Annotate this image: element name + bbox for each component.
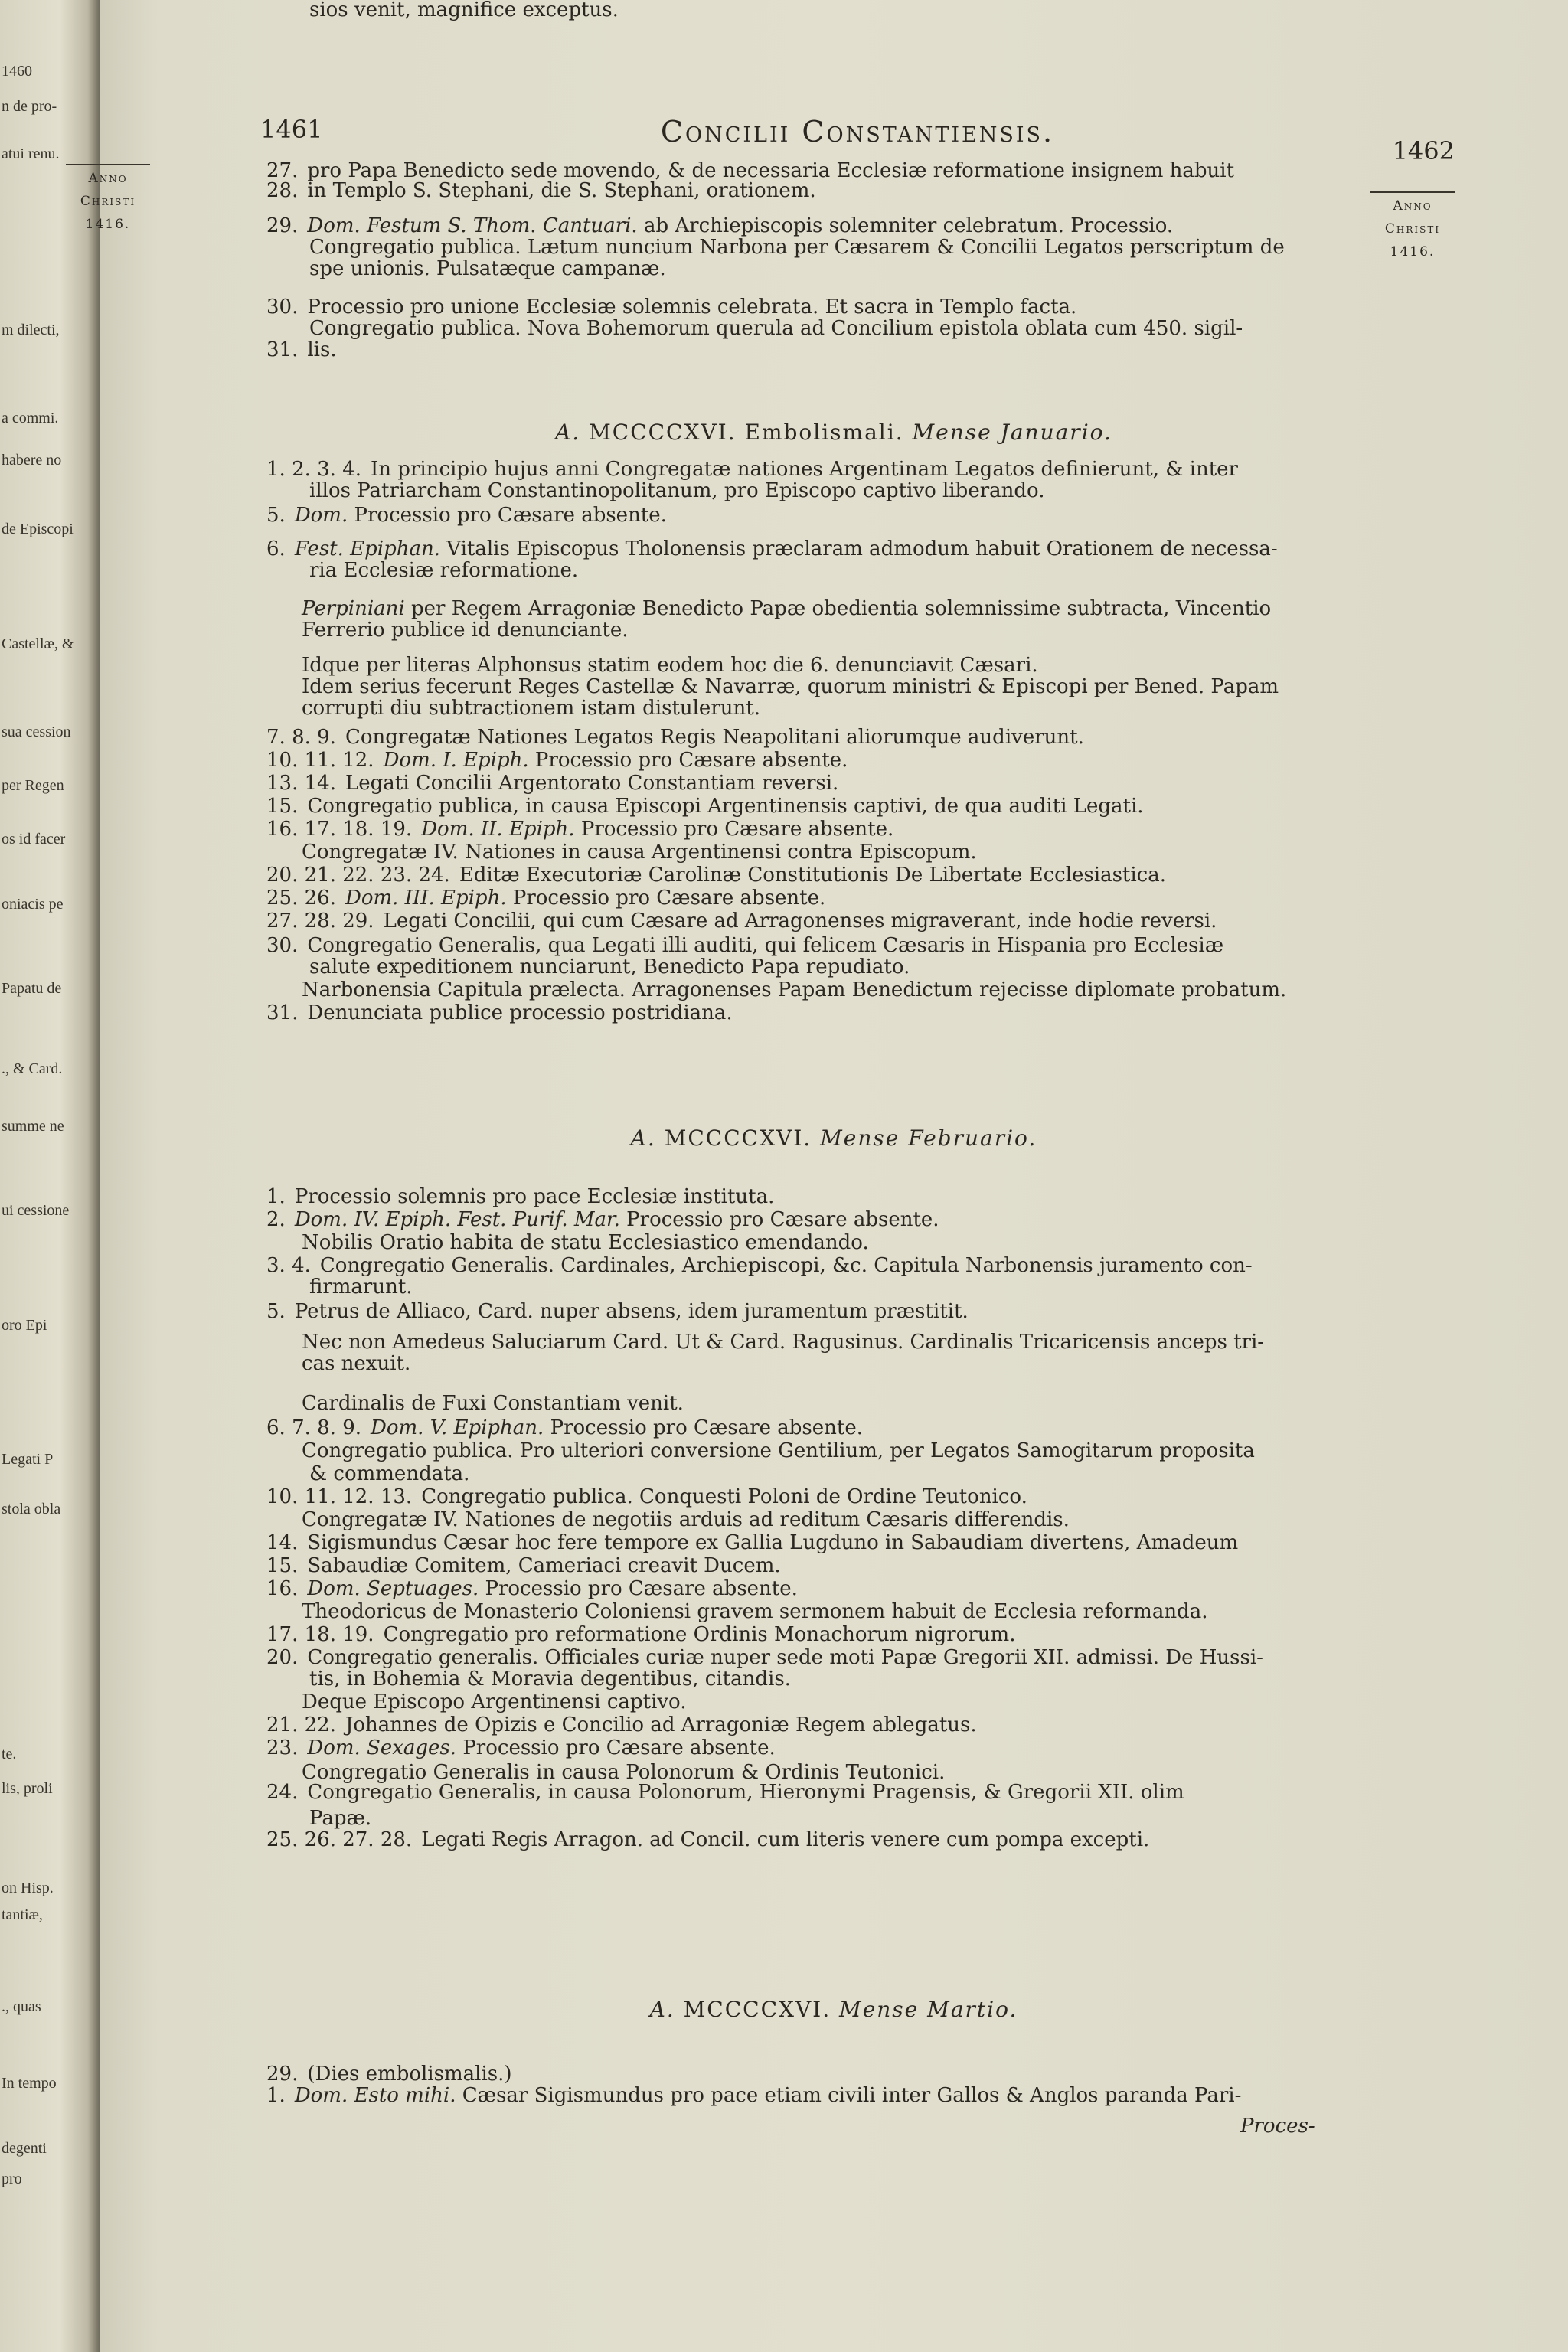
entry-line [266, 1210, 1354, 1230]
facing-fragment: Legati P [2, 1451, 54, 1468]
entry-text: Sabaudiæ Comitem, Cameriaci creavit Ducem. [307, 1554, 781, 1577]
facing-fragment: Papatu de [2, 980, 62, 997]
entry-date-number: 25. 26. [266, 887, 336, 910]
margin-rule [66, 164, 150, 165]
entry-date-number: 13. 14. [266, 772, 336, 795]
entry-text: Papæ. [309, 1807, 372, 1830]
entry-line [266, 1354, 1389, 1374]
page-number-right: 1462 [1392, 136, 1455, 165]
entry-line [266, 1393, 1389, 1414]
entry-text: Idque per literas Alphonsus statim eodem hoc die 6. denunciavit Cæsari. [302, 654, 1038, 677]
entry-date-number: 29. [266, 214, 299, 237]
entry-line [266, 1648, 1354, 1668]
entry-text: Congregatio publica. Lætum nuncium Narbona per Cæsarem & Concilii Legatos perscriptum de [309, 236, 1285, 259]
entry-text: Legati Concilii Argentorato Constantiam reversi. [345, 772, 839, 795]
entry-text: Legati Regis Arragon. ad Concil. cum literis venere cum pompa excepti. [421, 1828, 1150, 1851]
entry-line [266, 1332, 1389, 1353]
entry-line [266, 481, 1396, 501]
entry-text: Processio pro Cæsare absente. [354, 504, 667, 527]
entry-text: spe unionis. Pulsatæque campanæ. [309, 257, 666, 280]
entry-line [266, 2086, 1354, 2106]
entry-date-number: 7. 8. 9. [266, 726, 336, 749]
entry-feast-day: Dom. III. Epiph. [345, 887, 507, 910]
entry-line [266, 1233, 1389, 1253]
facing-fragment: In tempo [2, 2075, 57, 2092]
entry-date-number: 21. 22. [266, 1713, 336, 1736]
section-month: Mense Martio. [839, 1997, 1018, 2022]
entry-line [266, 750, 1354, 771]
facing-fragment: oniacis pe [2, 896, 64, 913]
entry-text: Nec non Amedeus Saluciarum Card. Ut & Card. Ragusinus. Cardinalis Tricaricensis anceps tri- [302, 1331, 1265, 1354]
running-title: Concilii Constantiensis. [660, 115, 1055, 149]
entry-date-number: 1. [266, 1185, 286, 1208]
entry-date-number: 23. [266, 1736, 299, 1759]
entry-line [266, 181, 1354, 201]
entry-text: Cæsar Sigismundus pro pace etiam civili inter Gallos & Anglos paranda Pari- [462, 2084, 1242, 2107]
entry-text: Denunciata publice processio postridiana. [307, 1001, 733, 1024]
entry-line [266, 560, 1396, 581]
entry-line [266, 1187, 1354, 1207]
entry-text: Congregatio publica. Nova Bohemorum querula ad Concilium epistola oblata cum 450. sigil- [309, 317, 1243, 340]
entry-date-number: 10. 11. 12. [266, 749, 374, 772]
entry-text: Editæ Executoriæ Carolinæ Constitutionis De Libertate Ecclesiastica. [459, 864, 1167, 887]
entry-text: Congregatio publica, in causa Episcopi Argentinensis captivi, de qua auditi Legati. [307, 795, 1144, 818]
entry-line [266, 1277, 1396, 1298]
entry-text: Deque Episcopo Argentinensi captivo. [302, 1690, 687, 1713]
facing-fragment: atui renu. [2, 145, 60, 162]
entry-date-number: 16. [266, 1577, 299, 1600]
facing-fragment: n de pro- [2, 98, 57, 115]
entry-text: Congregatæ Nationes Legatos Regis Neapolitani aliorumque audiverunt. [345, 726, 1084, 749]
facing-fragment: tantiæ, [2, 1906, 43, 1923]
entry-text: salute expeditionem nunciarunt, Benedicto Papa repudiato. [309, 956, 910, 978]
entry-line [266, 1625, 1354, 1645]
entry-line [266, 698, 1389, 719]
entry-feast-day: Dom. Septuages. [307, 1577, 479, 1600]
entry-line [266, 1782, 1354, 1803]
entry-line [266, 1669, 1396, 1690]
entry-line [266, 1464, 1396, 1485]
entry-date-number: 1. 2. 3. 4. [266, 458, 362, 481]
entry-line [266, 1510, 1389, 1530]
entry-date-number: 5. [266, 504, 286, 527]
entry-date-number: 20. [266, 1646, 299, 1669]
entry-feast-day: Fest. Epiphan. [294, 537, 440, 560]
entry-line [266, 2064, 1354, 2085]
entry-date-number: 16. 17. 18. 19. [266, 818, 413, 841]
facing-fragment: 1460 [2, 63, 32, 80]
entry-line [266, 1556, 1354, 1576]
margin-christi: Christi [80, 194, 136, 209]
entry-text: Petrus de Alliaco, Card. nuper absens, idem juramentum præstitit. [294, 1300, 969, 1323]
entry-line [266, 318, 1396, 339]
entry-date-number: 27. [266, 159, 299, 182]
entry-line [266, 1579, 1354, 1599]
entry-date-number: 17. 18. 19. [266, 1623, 374, 1646]
entry-date-number: 30. [266, 934, 299, 957]
facing-fragment: degenti [2, 2140, 47, 2157]
entry-date-number: 28. [266, 179, 299, 202]
entry-line [266, 1602, 1389, 1622]
margin-year: 1416. [1390, 244, 1436, 260]
entry-text: lis. [307, 338, 337, 361]
entry-line [266, 1418, 1354, 1439]
entry-date-number: 14. [266, 1531, 299, 1554]
section-year: MCCCCXVI. [589, 420, 737, 445]
margin-rule [1370, 191, 1455, 193]
entry-text: Congregatio Generalis, in causa Polonorum, Hieronymi Pragensis, & Gregorii XII. olim [307, 1781, 1184, 1804]
entry-date-number: 1. [266, 2084, 286, 2107]
entry-line [266, 957, 1396, 978]
entry-text: Congregatio pro reformatione Ordinis Monachorum nigrorum. [383, 1623, 1016, 1646]
entry-text: Processio pro Cæsare absente. [534, 749, 848, 772]
entry-date-number: 5. [266, 1300, 286, 1323]
entry-line [266, 505, 1354, 526]
entry-text: corrupti diu subtractionem istam distulerunt. [302, 697, 760, 720]
entry-line [266, 677, 1389, 697]
entry-date-number: 27. 28. 29. [266, 910, 374, 933]
entry-text: (Dies embolismalis.) [307, 2063, 512, 2086]
entry-line [266, 1302, 1354, 1322]
entry-feast-day: Dom. II. Epiph. [421, 818, 575, 841]
entry-text: Ferrerio publice id denunciante. [302, 619, 629, 642]
entry-feast-day: Dom. [294, 504, 348, 527]
entry-date-number: 24. [266, 1781, 299, 1804]
facing-page-strip [0, 0, 100, 2352]
entry-line [266, 599, 1389, 619]
entry-line [266, 1441, 1389, 1462]
entry-date-number: 15. [266, 795, 299, 818]
entry-text: Congregatio Generalis in causa Polonorum & Ordinis Teutonici. [302, 1761, 946, 1784]
entry-line [266, 259, 1396, 279]
entry-date-number: 31. [266, 338, 299, 361]
facing-fragment: ui cessione [2, 1202, 70, 1219]
facing-fragment: m dilecti, [2, 322, 60, 338]
entry-line [266, 1003, 1354, 1024]
entry-line [266, 1256, 1354, 1276]
margin-anno: Anno [1393, 198, 1432, 214]
entry-text: In principio hujus anni Congregatæ nationes Argentinam Legatos definierunt, & inter [371, 458, 1238, 481]
entry-text: Cardinalis de Fuxi Constantiam venit. [302, 1392, 684, 1415]
entry-text: Theodoricus de Monasterio Coloniensi gravem sermonem habuit de Ecclesia reformanda. [302, 1600, 1208, 1623]
entry-feast-day: Perpiniani [302, 597, 405, 620]
facing-fragment: pro [2, 2171, 22, 2187]
entry-text: Congregatio publica. Conquesti Poloni de Ordine Teutonico. [421, 1485, 1027, 1508]
entry-line [266, 1738, 1354, 1759]
entry-date-number: 2. [266, 1208, 286, 1231]
page-number-left: 1461 [260, 115, 323, 144]
facing-fragment: per Regen [2, 777, 64, 794]
entry-line [266, 1715, 1354, 1736]
entry-text: Processio pro unione Ecclesiæ solemnis celebrata. Et sacra in Templo facta. [307, 296, 1077, 318]
facing-fragment: stola obla [2, 1501, 61, 1517]
entry-text: Processio pro Cæsare absente. [550, 1416, 863, 1439]
entry-text: Processio solemnis pro pace Ecclesiæ instituta. [294, 1185, 775, 1208]
section-year: MCCCCXVI. [664, 1125, 812, 1151]
entry-line [266, 216, 1354, 237]
margin-christi: Christi [1384, 221, 1441, 237]
page-header [260, 115, 1455, 165]
entry-line [266, 340, 1354, 361]
entry-line [266, 620, 1389, 641]
entry-line [266, 0, 1396, 21]
entry-date-number: 6. [266, 537, 286, 560]
facing-fragment: oro Epi [2, 1317, 47, 1334]
facing-fragment: de Episcopi [2, 521, 74, 537]
entry-date-number: 10. 11. 12. 13. [266, 1485, 413, 1508]
entry-text: Processio pro Cæsare absente. [512, 887, 826, 910]
entry-text: & commendata. [309, 1462, 470, 1485]
entry-line [266, 1692, 1389, 1713]
entry-line [266, 539, 1354, 560]
section-prefix: A. [649, 1997, 675, 2022]
entry-date-number: 25. 26. 27. 28. [266, 1828, 413, 1851]
entry-text: in Templo S. Stephani, die S. Stephani, orationem. [307, 179, 816, 202]
entry-text: pro Papa Benedicto sede movendo, & de necessaria Ecclesiæ reformatione insignem habuit [307, 159, 1235, 182]
entry-feast-day: Dom. Festum S. Thom. Cantuari. [307, 214, 638, 237]
entry-text: Idem serius fecerunt Reges Castellæ & Navarræ, quorum ministri & Episcopi per Bened. Papam [302, 675, 1279, 698]
entry-line [266, 297, 1354, 318]
facing-fragment: ., & Card. [2, 1060, 63, 1077]
entry-text: ab Archiepiscopis solemniter celebratum. Processio. [643, 214, 1174, 237]
margin-anno: Anno [88, 171, 128, 186]
entry-text: Congregatio generalis. Officiales curiæ nuper sede moti Papæ Gregorii XII. admissi. De Hussi- [307, 1646, 1263, 1669]
entry-text: cas nexuit. [302, 1352, 411, 1375]
entry-date-number: 6. 7. 8. 9. [266, 1416, 362, 1439]
entry-text: Congregatæ IV. Nationes de negotiis arduis ad reditum Cæsaris differendis. [302, 1508, 1070, 1531]
entry-text: Legati Concilii, qui cum Cæsare ad Arragonenses migraverant, inde hodie reversi. [383, 910, 1217, 933]
entry-text: Congregatio publica. Pro ulteriori conversione Gentilium, per Legatos Samogitarum proposita [302, 1439, 1255, 1462]
entry-date-number: 20. 21. 22. 23. 24. [266, 864, 450, 887]
entry-text: Processio pro Cæsare absente. [462, 1736, 776, 1759]
entry-feast-day: Dom. IV. Epiph. Fest. Purif. Mar. [294, 1208, 620, 1231]
facing-fragment: on Hisp. [2, 1880, 54, 1896]
entry-text: Congregatio Generalis, qua Legati illi auditi, qui felicem Cæsaris in Hispania pro Ecclesiæ [307, 934, 1224, 957]
section-year: MCCCCXVI. [683, 1997, 831, 2022]
entry-line [266, 773, 1354, 794]
facing-fragment: os id facer [2, 831, 66, 848]
entry-text: firmarunt. [309, 1276, 413, 1298]
entry-line [266, 1533, 1354, 1553]
facing-fragment: Castellæ, & [2, 635, 74, 652]
entry-line [266, 1830, 1354, 1851]
entry-date-number: 15. [266, 1554, 299, 1577]
entry-line [266, 1487, 1354, 1508]
entry-line [266, 936, 1354, 956]
entry-line [266, 1808, 1396, 1829]
entry-line [266, 237, 1396, 258]
entry-text: Sigismundus Cæsar hoc fere tempore ex Gallia Lugduno in Sabaudiam divertens, Amadeum [307, 1531, 1239, 1554]
entry-text: Processio pro Cæsare absente. [626, 1208, 939, 1231]
entry-text: Processio pro Cæsare absente. [580, 818, 894, 841]
entry-text: Congregatio Generalis. Cardinales, Archiepiscopi, &c. Capitula Narbonensis juramento con- [319, 1254, 1253, 1277]
entry-line [266, 842, 1389, 863]
entry-text: tis, in Bohemia & Moravia degentibus, citandis. [309, 1668, 791, 1690]
entry-line [266, 796, 1354, 817]
entry-text: illos Patriarcham Constantinopolitanum, pro Episcopo captivo liberando. [309, 479, 1045, 502]
entry-date-number: 30. [266, 296, 299, 318]
entry-line [266, 655, 1389, 676]
section-month: Mense Februario. [820, 1125, 1037, 1151]
entry-text: Processio pro Cæsare absente. [485, 1577, 798, 1600]
entry-line [266, 819, 1354, 840]
entry-line [266, 980, 1389, 1001]
facing-fragment: te. [2, 1746, 17, 1762]
entry-text: per Regem Arragoniæ Benedicto Papæ obedientia solemnissime subtracta, Vincentio [411, 597, 1272, 620]
entry-text: sios venit, magnifice exceptus. [309, 0, 619, 21]
section-heading-march [100, 1997, 1568, 2022]
margin-year: 1416. [85, 217, 131, 232]
section-label: Embolismali. [744, 420, 904, 445]
facing-fragment: ., quas [2, 1998, 41, 2015]
entry-feast-day: Dom. V. Epiphan. [371, 1416, 544, 1439]
entry-line [266, 459, 1354, 480]
section-heading-february [100, 1125, 1568, 1151]
facing-fragment: sua cession [2, 724, 71, 740]
entry-line [266, 1762, 1389, 1783]
entry-text: Narbonensia Capitula prælecta. Arragonenses Papam Benedictum rejecisse diplomate probatum. [302, 978, 1287, 1001]
catchword: Proces- [1240, 2115, 1315, 2138]
section-heading-january [100, 420, 1568, 445]
facing-fragment: lis, proli [2, 1780, 53, 1797]
entry-line [266, 865, 1354, 886]
facing-fragment: habere no [2, 452, 62, 469]
entry-text: Congregatæ IV. Nationes in causa Argentinensi contra Episcopum. [302, 841, 977, 864]
entry-text: Vitalis Episcopus Tholonensis præclaram admodum habuit Orationem de necessa- [446, 537, 1278, 560]
entry-date-number: 29. [266, 2063, 299, 2086]
section-month: Mense Januario. [912, 420, 1112, 445]
section-prefix: A. [555, 420, 581, 445]
entry-line [266, 727, 1354, 748]
margin-note-left [66, 164, 150, 236]
entry-feast-day: Dom. I. Epiph. [383, 749, 529, 772]
entry-feast-day: Dom. Sexages. [307, 1736, 457, 1759]
entry-text: Johannes de Opizis e Concilio ad Arragoniæ Regem ablegatus. [345, 1713, 977, 1736]
entry-date-number: 31. [266, 1001, 299, 1024]
entry-date-number: 3. 4. [266, 1254, 311, 1277]
section-prefix: A. [630, 1125, 656, 1151]
facing-fragment: a commi. [2, 410, 59, 426]
entry-text: ria Ecclesiæ reformatione. [309, 559, 579, 582]
facing-fragment: summe ne [2, 1118, 64, 1135]
entry-line [266, 888, 1354, 909]
entry-line [266, 161, 1354, 181]
entry-line [266, 911, 1354, 932]
entry-feast-day: Dom. Esto mihi. [294, 2084, 456, 2107]
entry-text: Nobilis Oratio habita de statu Ecclesiastico emendando. [302, 1231, 869, 1254]
